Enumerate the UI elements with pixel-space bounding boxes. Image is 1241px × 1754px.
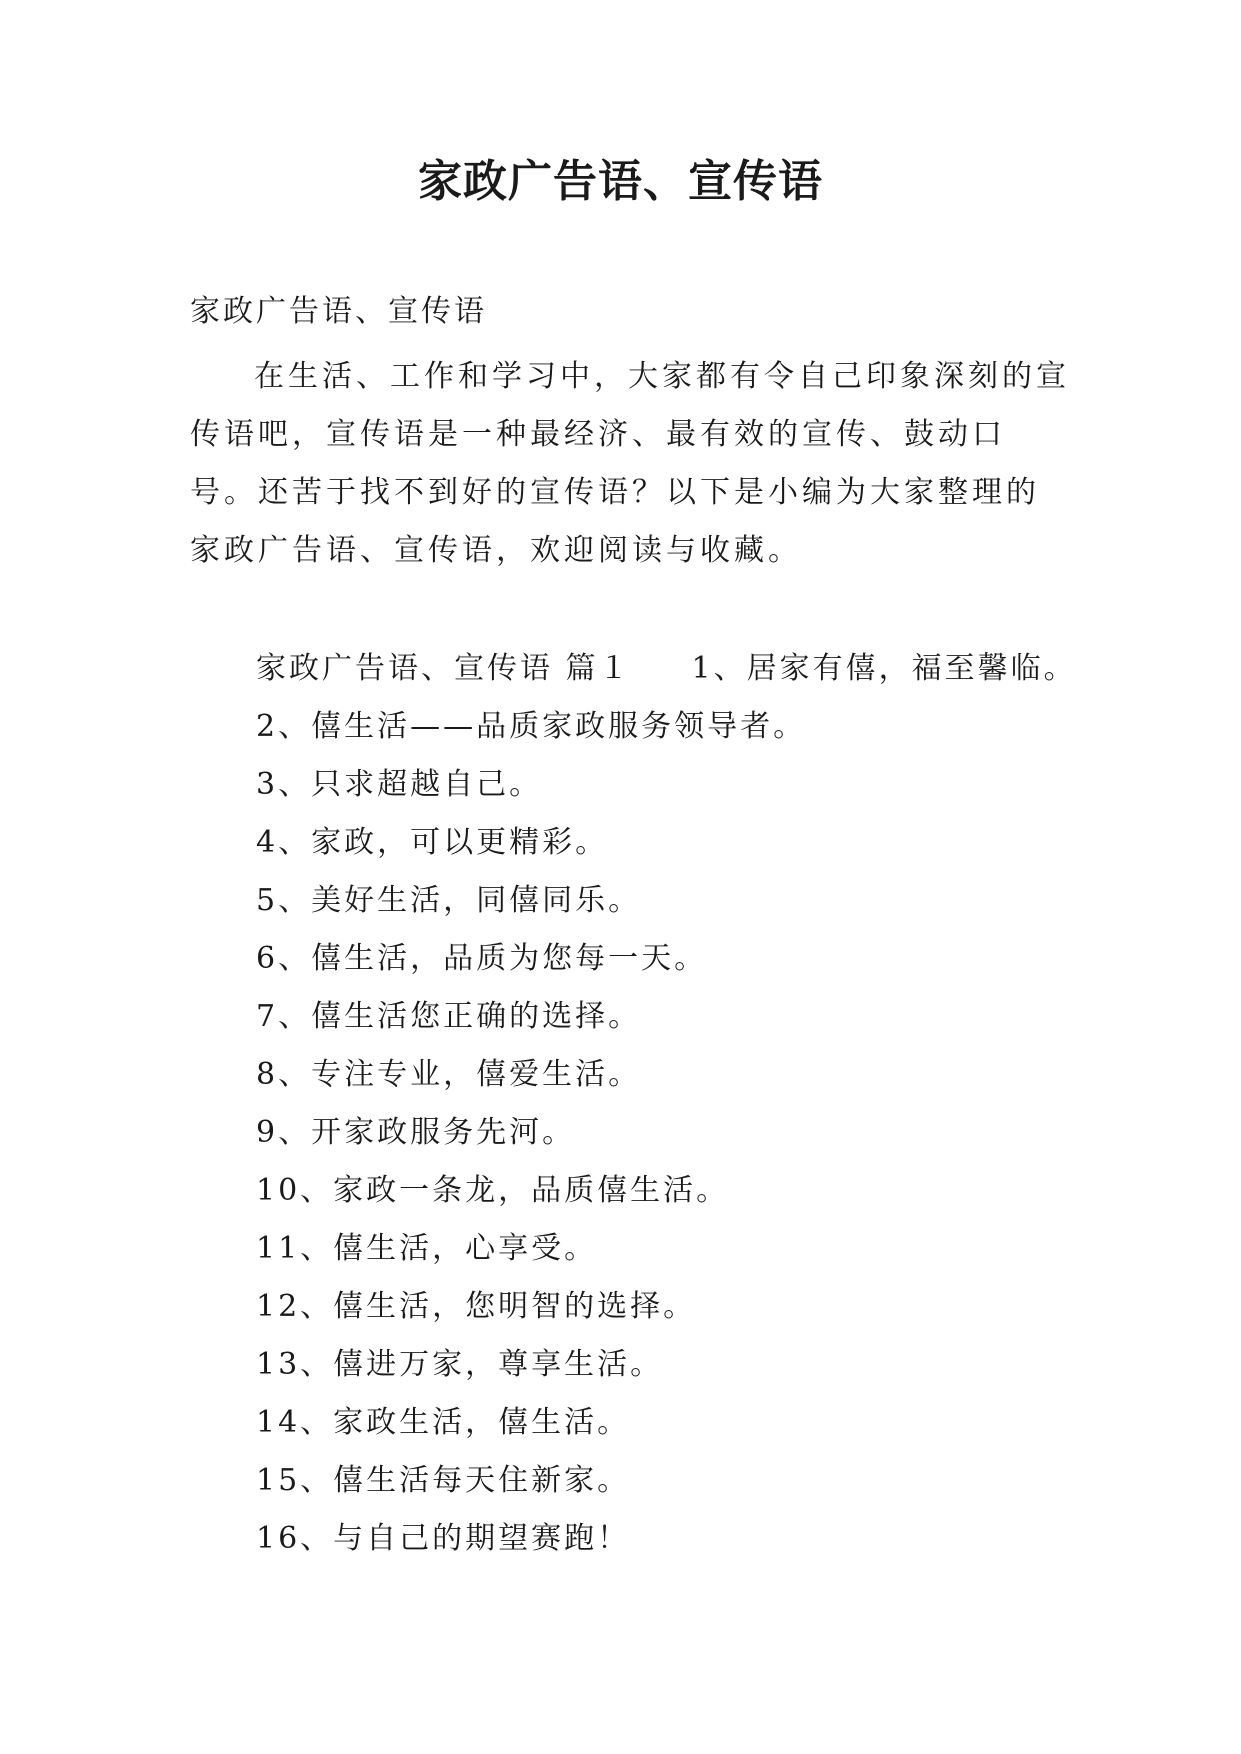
list-item: 14、家政生活，僖生活。 [256, 1405, 631, 1440]
document-subtitle: 家政广告语、宣传语 [190, 294, 487, 329]
list-item: 12、僖生活，您明智的选择。 [256, 1289, 697, 1324]
list-item: 1、居家有僖，福至馨临。 [691, 651, 1077, 686]
section-heading: 家政广告语、宣传语 篇１ [256, 651, 632, 686]
list-item: 5、美好生活，同僖同乐。 [256, 883, 642, 918]
list-item: 10、家政一条龙，品质僖生活。 [256, 1173, 730, 1208]
intro-paragraph: 在生活、工作和学习中，大家都有令自己印象深刻的宣传语吧，宣传语是一种最经济、最有效的宣传、鼓动口号。还苦于找不到好的宣传语？以下是小编为大家整理的家政广告语、宣传语，欢迎阅读与收藏。 [190, 359, 1070, 568]
list-item: 16、与自己的期望赛跑！ [256, 1521, 631, 1556]
list-item: 13、僖进万家，尊享生活。 [256, 1347, 664, 1382]
list-item: 8、专注专业，僖爱生活。 [256, 1057, 642, 1092]
list-item: 11、僖生活，心享受。 [256, 1231, 598, 1266]
list-item: 15、僖生活每天住新家。 [256, 1463, 631, 1498]
list-item: 2、僖生活——品质家政服务领导者。 [256, 709, 807, 744]
document-title: 家政广告语、宣传语 [418, 156, 823, 207]
list-item: 4、家政，可以更精彩。 [256, 825, 609, 860]
list-item: 9、开家政服务先河。 [256, 1115, 576, 1150]
slogan-list [256, 640, 1106, 1568]
section-heading-line [256, 640, 1106, 698]
list-item: 7、僖生活您正确的选择。 [256, 999, 642, 1034]
list-item: 6、僖生活，品质为您每一天。 [256, 941, 708, 976]
list-item: 3、只求超越自己。 [256, 767, 543, 802]
